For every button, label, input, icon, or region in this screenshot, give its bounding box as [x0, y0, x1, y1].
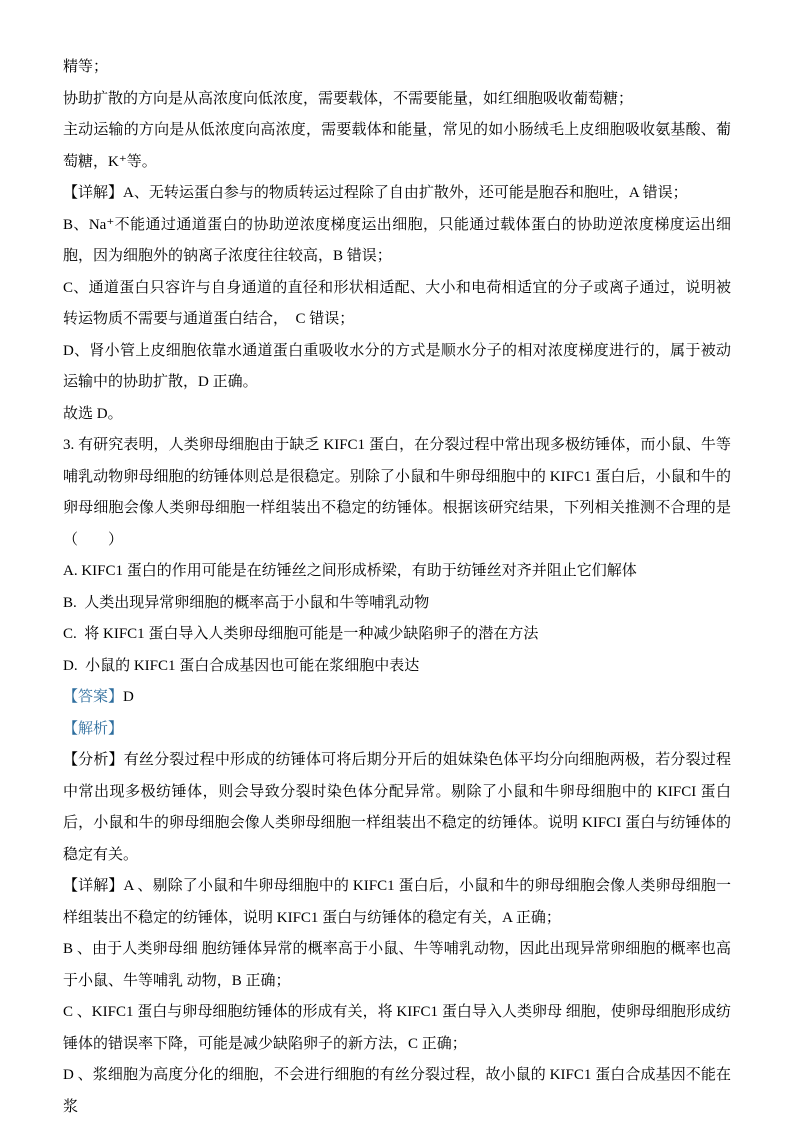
- text-run: 【详解】A、无转运蛋白参与的物质转运过程除了自由扩散外，还可能是胞吞和胞吐，A 错误；: [63, 185, 688, 201]
- q2-detail-option-c: [63, 273, 731, 336]
- text-run: B. 人类出现异常卵细胞的概率高于小鼠和牛等哺乳动物: [63, 594, 430, 611]
- q3-option-a: [63, 556, 731, 588]
- text-run: 协助扩散的方向是从高浓度向低浓度，需要载体，不需要能量，如红细胞吸收葡萄糖；: [63, 90, 634, 107]
- section-label: 【答案】: [63, 689, 124, 705]
- document-body: [63, 52, 731, 1123]
- q2-answer-choice: [63, 399, 731, 431]
- text-run: 3. 有研究表明，人类卵母细胞由于缺乏 KIFC1 蛋白，在分裂过程中常出现多极纺锤体，而小鼠、牛等哺乳动物卵母细胞的纺锤体则总是很稳定。别除了小鼠和牛卵母细胞中的 KIFC1 蛋白后，小鼠和牛的卵母细胞会像人类卵母细胞一样组装出不稳定的纺锤体。根据该研究结果，下列相关推测不合理的是（ ）: [63, 437, 731, 548]
- q3-option-d: [63, 651, 731, 683]
- q3-detail-option-a: [63, 871, 731, 934]
- text-run: D 、浆细胞为高度分化的细胞，不会进行细胞的有丝分裂过程，故小鼠的 KIFC1 蛋白合成基因不能在浆: [63, 1067, 731, 1115]
- text-run: C、通道蛋白只容许与自身通道的直径和形状相适配、大小和电荷相适宜的分子或离子通过，说明被转运物质不需要与通道蛋白结合， C 错误；: [63, 279, 731, 327]
- text-run: A. KIFC1 蛋白的作用可能是在纺锤丝之间形成桥梁，有助于纺锤丝对齐并阻止它们解体: [63, 563, 637, 579]
- q3-analysis: [63, 745, 731, 871]
- q3-stem: [63, 430, 731, 556]
- q3-detail-option-b: [63, 934, 731, 997]
- text-run: 故选 D。: [63, 405, 123, 422]
- facilitated-diffusion-note: [63, 84, 731, 116]
- q3-answer: [63, 682, 731, 714]
- q3-detail-option-d: [63, 1060, 731, 1123]
- section-label: 【解析】: [63, 720, 124, 737]
- text-run: C 、KIFC1 蛋白与卵母细胞纺锤体的形成有关，将 KIFC1 蛋白导入人类卵母 细胞，使卵母细胞形成纺锤体的错误率下降，可能是减少缺陷卵子的新方法，C 正确；: [63, 1004, 731, 1052]
- text-run: C. 将 KIFC1 蛋白导入人类卵母细胞可能是一种减少缺陷卵子的潜在方法: [63, 626, 539, 642]
- q3-analysis-header: [63, 714, 731, 746]
- text-run: 【分析】有丝分裂过程中形成的纺锤体可将后期分开后的姐妹染色体平均分向细胞两极，若分裂过程中常出现多极纺锤体，则会导致分裂时染色体分配异常。剔除了小鼠和牛卵母细胞中的 KIFCI 蛋白后，小鼠和牛的卵母细胞会像人类卵母细胞一样组装出不稳定的纺锤体。说明 KIFCI 蛋白与纺锤体的稳定有关。: [63, 752, 731, 863]
- active-transport-note: [63, 115, 731, 178]
- q3-option-c: [63, 619, 731, 651]
- carryover-line: [63, 52, 731, 84]
- text-run: 精等；: [63, 59, 109, 75]
- text-run: B 、由于人类卵母细 胞纺锤体异常的概率高于小鼠、牛等哺乳动物，因此出现异常卵细胞的概率也高于小鼠、牛等哺乳 动物，B 正确；: [63, 941, 731, 989]
- text-run: D. 小鼠的 KIFC1 蛋白合成基因也可能在浆细胞中表达: [63, 657, 420, 674]
- text-run: D、肾小管上皮细胞依靠水通道蛋白重吸收水分的方式是顺水分子的相对浓度梯度进行的，属于被动运输中的协助扩散，D 正确。: [63, 342, 731, 390]
- text-run: 【详解】A 、剔除了小鼠和牛卵母细胞中的 KIFC1 蛋白后，小鼠和牛的卵母细胞会像人类卵母细胞一样组装出不稳定的纺锤体，说明 KIFC1 蛋白与纺锤体的稳定有关，A 正确；: [63, 878, 731, 926]
- q3-detail-option-c: [63, 997, 731, 1060]
- q2-detail-option-b: [63, 210, 731, 273]
- text-run: B、Na⁺不能通过通道蛋白的协助逆浓度梯度运出细胞，只能通过载体蛋白的协助逆浓度梯度运出细胞，因为细胞外的钠离子浓度往往较高，B 错误；: [63, 216, 731, 264]
- q3-option-b: [63, 588, 731, 620]
- q2-detail-option-a: [63, 178, 731, 210]
- q2-detail-option-d: [63, 336, 731, 399]
- text-run: D: [123, 689, 134, 705]
- text-run: 主动运输的方向是从低浓度向高浓度，需要载体和能量，常见的如小肠绒毛上皮细胞吸收氨基酸、葡萄糖，K⁺等。: [63, 122, 731, 170]
